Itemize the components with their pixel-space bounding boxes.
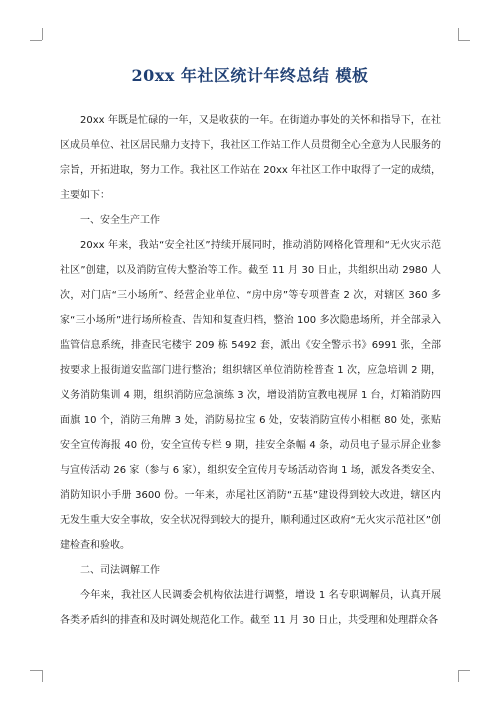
section-heading-safety: 一、安全生产工作 (80, 215, 160, 226)
mediation-paragraph: 今年来，我社区人民调委会机构依法进行调整，增设 1 名专职调解员，认真开展各类矛盾纠的排查和及时调处规范化工作。截至 11 月 30 日止，共受理和处理群众各 (60, 590, 441, 626)
document-body (60, 108, 441, 633)
intro-paragraph: 20xx 年既是忙碌的一年，又是收获的一年。在街道办事处的关怀和指导下，在社区成员单位、社区居民鼎力支持下，我社区工作站工作人员贯彻全心全意为人民服务的宗旨，开拓进取，努力工作。我社区工作站在 20xx 年社区工作中取得了一定的成绩，主要如下： (60, 115, 441, 201)
safety-paragraph: 20xx 年来，我站“安全社区”持续开展同时，推动消防网格化管理和“无火灾示范社区”创建，以及消防宣传大整治等工作。截至 11 月 30 日止，共组织出动 2980 人次，对门店“三小场所”、经营企业单位、“房中房”等专项普查 2 次，对辖区 360 多家“三小场所”进行场所检查、告知和复查归档，整治 100 多次隐患场所，并全部录入监管信息系统，排查民宅楼宇 209 栋 5492 套，派出《安全警示书》6991 张，全部按要求上报街道安监部门进行整治；组织辖区单位消防栓普查 1 次，应急培训 2 期，义务消防集训 4 期，组织消防应急演练 3 次，增设消防宣教电视屏 1 台，灯箱消防四面旗 10 个，消防三角牌 3 处，消防易拉宝 6 处，安装消防宣传小相框 80 处，张贴安全宣传海报 40 份，安全宣传专栏 9 期，挂安全条幅 4 条，动员电子显示屏企业参与宣传活动 26 家（参与 6 家），组织安全宣传月专场活动咨询 1 场，派发各类安全、消防知识小手册 3600 份。一年来，赤尾社区消防“五基”建设得到较大改进，辖区内无发生重大安全事故，安全状况得到较大的提升，顺利通过区政府“无火灾示范社区”创建检查和验收。 (60, 240, 441, 551)
document-title: 20xx 年社区统计年终总结 模板 (131, 66, 369, 85)
section-heading-mediation: 二、司法调解工作 (80, 565, 160, 576)
